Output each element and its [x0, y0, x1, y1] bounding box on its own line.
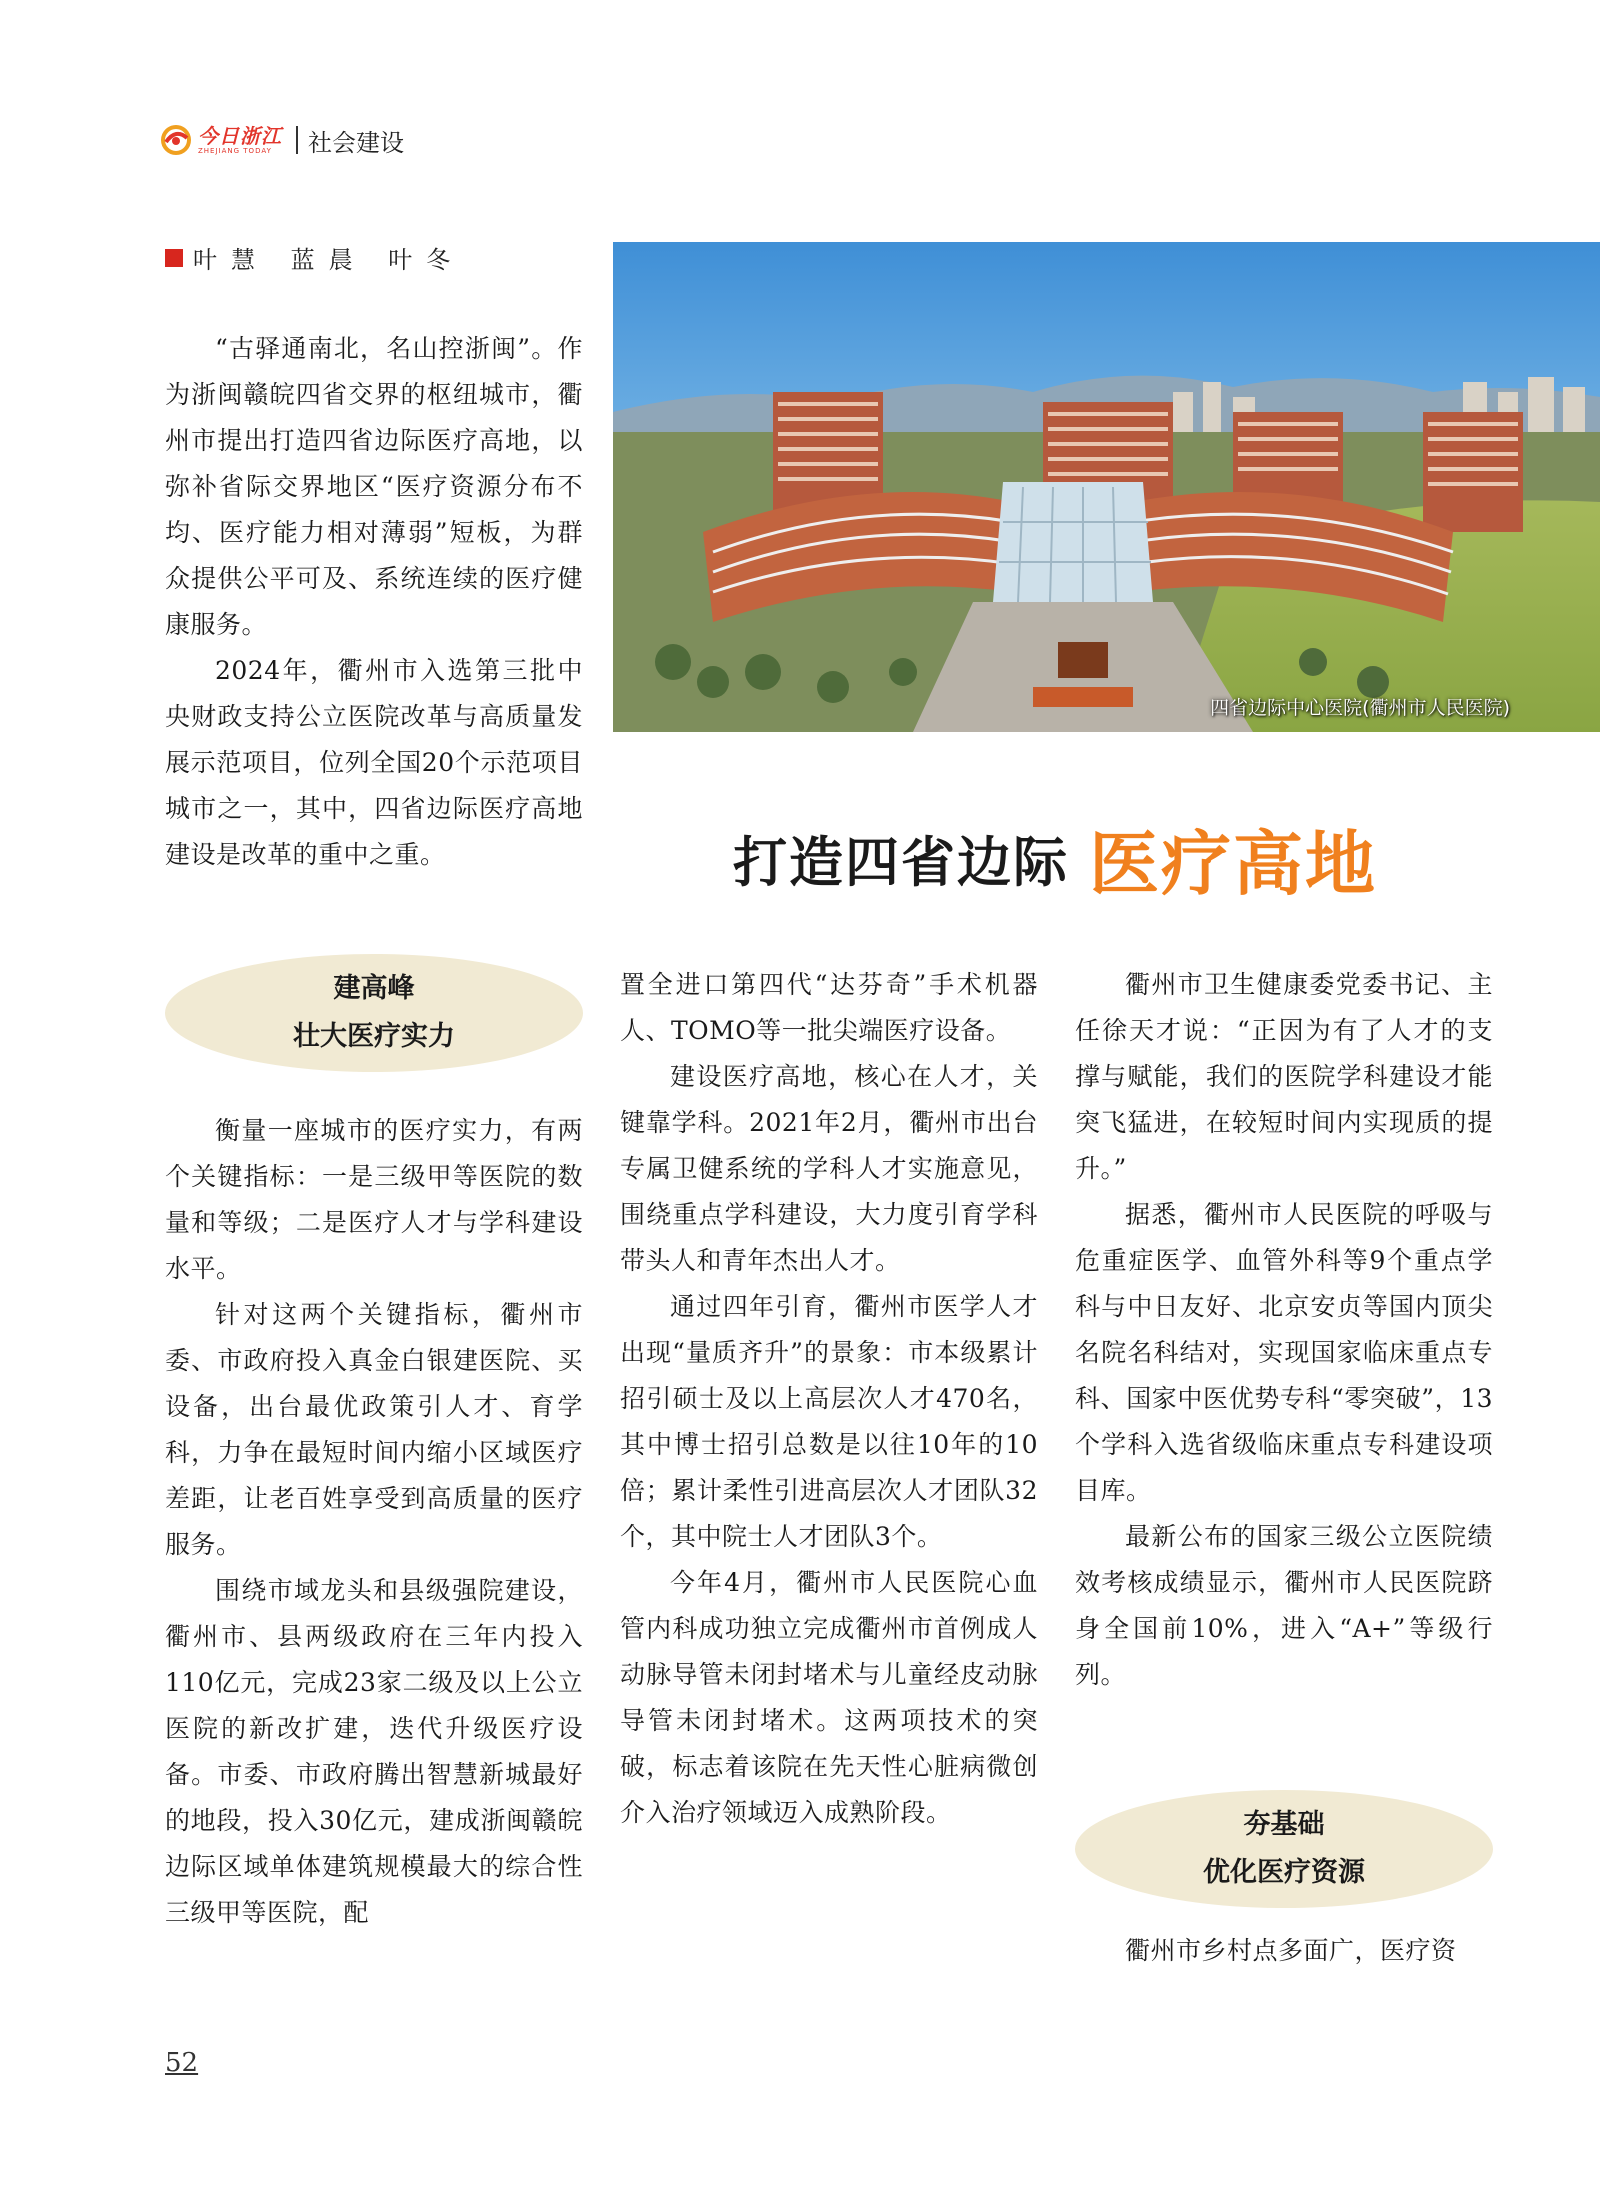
title-part-2: 医疗高地	[1089, 823, 1377, 905]
paragraph: 置全进口第四代“达芬奇”手术机器人、TOMO等一批尖端医疗设备。	[620, 970, 1038, 1045]
subhead-build-peak	[165, 954, 583, 1072]
subhead-line-2: 优化医疗资源	[1203, 1857, 1365, 1888]
section-name: 社会建设	[308, 128, 404, 157]
paragraph: 今年4月，衢州市人民医院心血管内科成功独立完成衢州市首例成人动脉导管未闭封堵术与儿童经皮动脉导管未闭封堵术。这两项技术的突破，标志着该院在先天性心脏病微创介入治疗领域迈入成熟阶段。	[620, 1568, 1038, 1827]
subhead-line-1: 夯基础	[1243, 1809, 1325, 1840]
paragraph: 衢州市乡村点多面广，医疗资	[1125, 1936, 1457, 1965]
paragraph: 建设医疗高地，核心在人才，关键靠学科。2021年2月，衢州市出台专属卫健系统的学科人才实施意见，围绕重点学科建设，大力度引育学科带头人和青年杰出人才。	[620, 1062, 1038, 1275]
paragraph: 衡量一座城市的医疗实力，有两个关键指标：一是三级甲等医院的数量和等级；二是医疗人才与学科建设水平。	[165, 1116, 583, 1283]
logo-english: ZHEJIANG TODAY	[198, 146, 272, 155]
subhead-line-2: 壮大医疗实力	[293, 1021, 455, 1052]
logo-swirl-icon	[160, 124, 192, 156]
header-divider	[296, 126, 298, 154]
byline	[165, 240, 464, 275]
paragraph: 通过四年引育，衢州市医学人才出现“量质齐升”的景象：市本级累计招引硕士及以上高层次人才470名，其中博士招引总数是以往10年的10倍；累计柔性引进高层次人才团队32个，其中院士人才团队3个。	[620, 1292, 1038, 1551]
paragraph: 衢州市卫生健康委党委书记、主任徐天才说：“正因为有了人才的支撑与赋能，我们的医院学科建设才能突飞猛进，在较短时间内实现质的提升。”	[1075, 970, 1493, 1183]
magazine-logo	[160, 124, 282, 156]
byline-marker-icon	[165, 249, 183, 267]
author-names: 叶慧 蓝晨 叶冬	[193, 246, 465, 274]
column-1-intro	[165, 326, 583, 878]
subhead-strengthen-foundation	[1075, 1790, 1493, 1908]
column-1-body	[165, 1108, 583, 1936]
paragraph: 围绕市域龙头和县级强院建设，衢州市、县两级政府在三年内投入110亿元，完成23家二级及以上公立医院的新改扩建，迭代升级医疗设备。市委、市政府腾出智慧新城最好的地段，投入30亿元，建成浙闽赣皖边际区域单体建筑规模最大的综合性三级甲等医院，配	[165, 1576, 583, 1927]
paragraph: 最新公布的国家三级公立医院绩效考核成绩显示，衢州市人民医院跻身全国前10%，进入“A+”等级行列。	[1075, 1522, 1493, 1689]
logo-chinese: 今日浙江	[198, 123, 282, 148]
column-3-body	[1075, 962, 1493, 1698]
column-3-continuation	[1075, 1928, 1493, 1974]
hospital-photo	[613, 242, 1600, 732]
paragraph: 据悉，衢州市人民医院的呼吸与危重症医学、血管外科等9个重点学科与中日友好、北京安贞等国内顶尖名院名科结对，实现国家临床重点专科、国家中医优势专科“零突破”，13个学科入选省级临床重点专科建设项目库。	[1075, 1200, 1493, 1505]
photo-caption: 四省边际中心医院(衢州市人民医院)	[1210, 697, 1510, 719]
logo-text	[198, 123, 282, 155]
article-title	[733, 808, 1377, 909]
paragraph: 2024年，衢州市入选第三批中央财政支持公立医院改革与高质量发展示范项目，位列全国20个示范项目城市之一，其中，四省边际医疗高地建设是改革的重中之重。	[165, 656, 583, 869]
title-part-1: 打造四省边际	[733, 830, 1069, 894]
hospital-aerial-illustration	[613, 242, 1600, 732]
paragraph: “古驿通南北，名山控浙闽”。作为浙闽赣皖四省交界的枢纽城市，衢州市提出打造四省边际医疗高地，以弥补省际交界地区“医疗资源分布不均、医疗能力相对薄弱”短板，为群众提供公平可及、系统连续的医疗健康服务。	[165, 334, 583, 639]
column-2-body	[620, 962, 1038, 1836]
page-header	[160, 120, 404, 160]
paragraph: 针对这两个关键指标，衢州市委、市政府投入真金白银建医院、买设备，出台最优政策引人才、育学科，力争在最短时间内缩小区域医疗差距，让老百姓享受到高质量的医疗服务。	[165, 1300, 583, 1559]
page-number: 52	[165, 2048, 199, 2078]
subhead-line-1: 建高峰	[333, 973, 415, 1004]
